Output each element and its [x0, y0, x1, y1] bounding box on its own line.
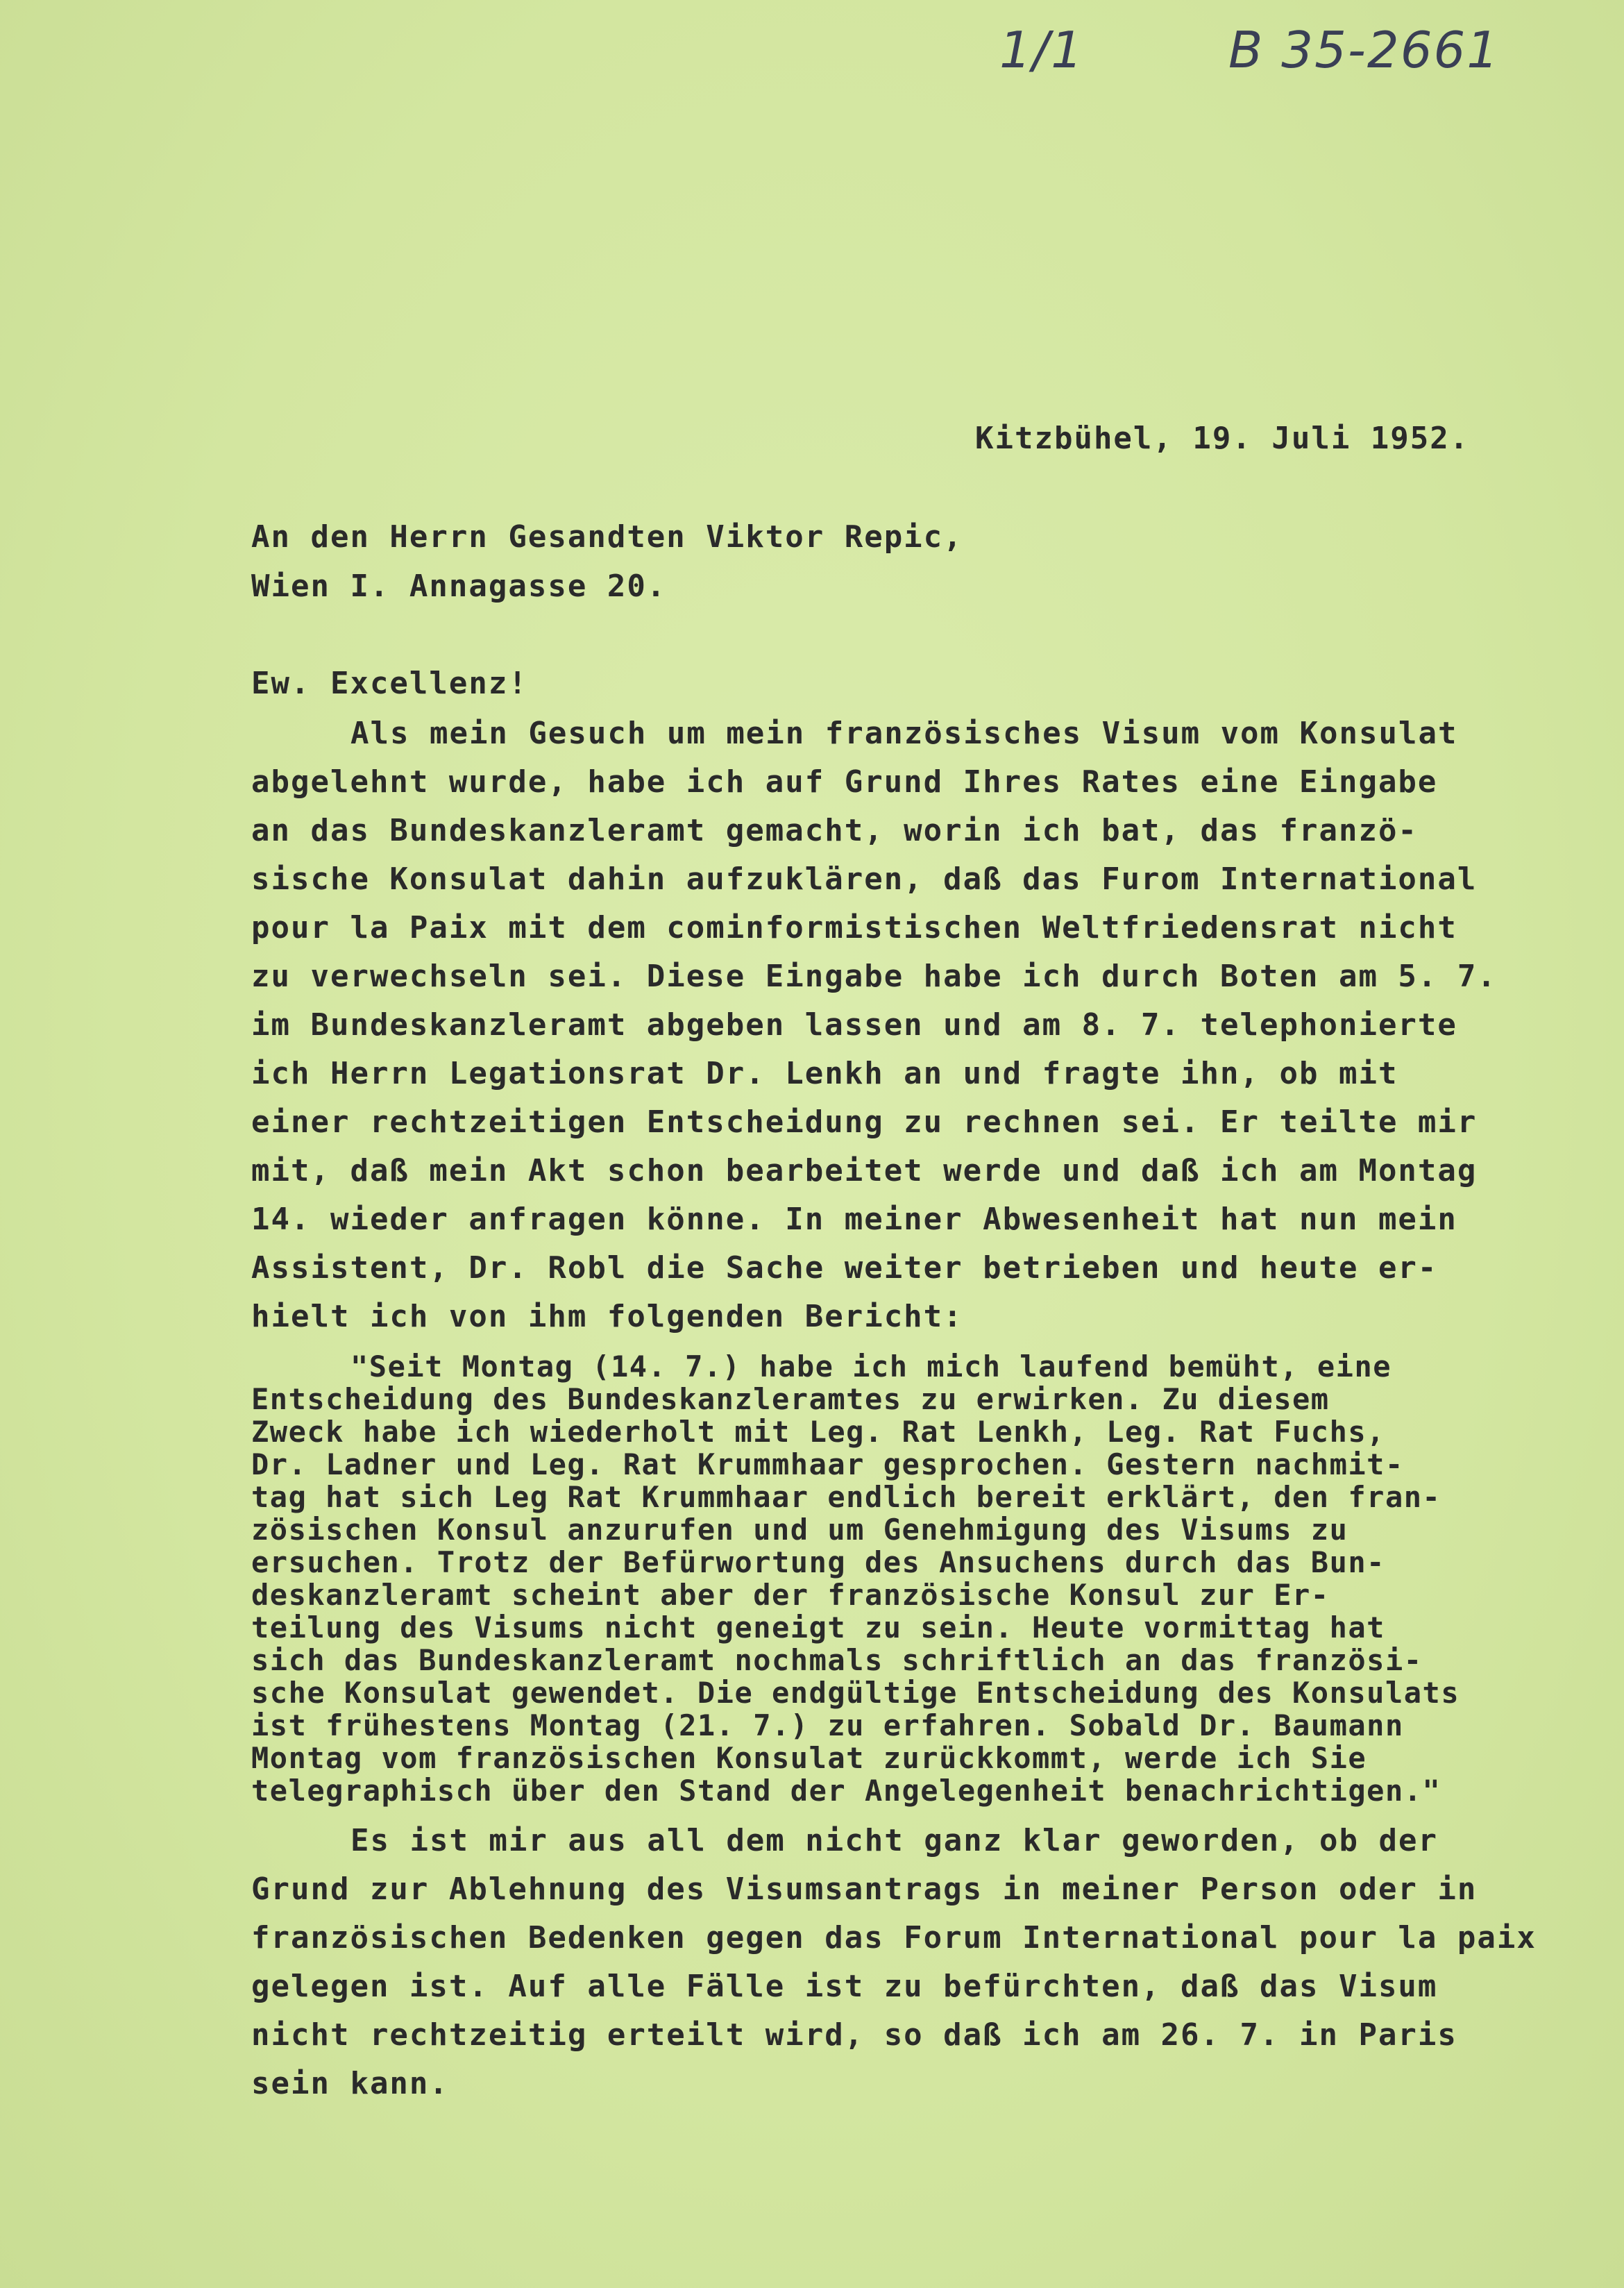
text-line: einer rechtzeitigen Entscheidung zu rechnen sei. Er teilte mir: [251, 1104, 1478, 1140]
text-line: Es ist mir aus all dem nicht ganz klar geworden, ob der: [350, 1823, 1438, 1858]
handwritten-page-mark: 1/1: [999, 21, 1084, 79]
recipient-line: Wien I. Annagasse 20.: [251, 569, 667, 604]
quote-line: teilung des Visums nicht geneigt zu sein. Heute vormittag hat: [251, 1610, 1385, 1644]
text-line: nicht rechtzeitig erteilt wird, so daß ich am 26. 7. in Paris: [251, 2017, 1457, 2053]
text-line: abgelehnt wurde, habe ich auf Grund Ihres Rates eine Eingabe: [251, 764, 1438, 800]
text-line: ich Herrn Legationsrat Dr. Lenkh an und fragte ihn, ob mit: [251, 1056, 1398, 1091]
quote-line: sich das Bundeskanzleramt nochmals schriftlich an das französi-: [251, 1643, 1423, 1677]
text-line: Als mein Gesuch um mein französisches Visum vom Konsulat: [350, 716, 1458, 751]
quote-line: deskanzleramt scheint aber der französische Konsul zur Er-: [251, 1578, 1330, 1612]
text-line: mit, daß mein Akt schon bearbeitet werde und daß ich am Montag: [251, 1153, 1478, 1188]
quote-line: Dr. Ladner und Leg. Rat Krummhaar gesprochen. Gestern nachmit-: [251, 1447, 1404, 1481]
quote-line: Entscheidung des Bundeskanzleramtes zu erwirken. Zu diesem: [251, 1382, 1330, 1416]
quote-line: ist frühestens Montag (21. 7.) zu erfahren. Sobald Dr. Baumann: [251, 1708, 1404, 1742]
quote-line: tag hat sich Leg Rat Krummhaar endlich bereit erklärt, den fran-: [251, 1480, 1441, 1514]
text-line: Grund zur Ablehnung des Visumsantrags in meiner Person oder in: [251, 1871, 1478, 1907]
text-line: Assistent, Dr. Robl die Sache weiter betrieben und heute er-: [251, 1250, 1438, 1286]
text-line: sische Konsulat dahin aufzuklären, daß das Furom International: [251, 861, 1478, 897]
text-line: gelegen ist. Auf alle Fälle ist zu befürchten, daß das Visum: [251, 1969, 1438, 2004]
date-line: Kitzbühel, 19. Juli 1952.: [975, 421, 1470, 456]
text-line: französischen Bedenken gegen das Forum International pour la paix: [251, 1920, 1537, 1955]
quote-line: Montag vom französischen Konsulat zurückkommt, werde ich Sie: [251, 1741, 1367, 1775]
text-line: 14. wieder anfragen könne. In meiner Abwesenheit hat nun mein: [251, 1202, 1457, 1237]
text-line: an das Bundeskanzleramt gemacht, worin ich bat, das franzö-: [251, 813, 1418, 848]
handwritten-reference-number: B 35-2661: [1228, 21, 1500, 79]
text-line: im Bundeskanzleramt abgeben lassen und am 8. 7. telephonierte: [251, 1007, 1457, 1043]
text-line: hielt ich von ihm folgenden Bericht:: [251, 1299, 963, 1334]
text-line: zu verwechseln sei. Diese Eingabe habe ich durch Boten am 5. 7.: [251, 959, 1497, 994]
text-line: sein kann.: [251, 2066, 449, 2101]
quote-line: "Seit Montag (14. 7.) habe ich mich laufend bemüht, eine: [350, 1349, 1392, 1383]
quote-line: Zweck habe ich wiederholt mit Leg. Rat Lenkh, Leg. Rat Fuchs,: [251, 1415, 1385, 1449]
quote-line: ersuchen. Trotz der Befürwortung des Ansuchens durch das Bun-: [251, 1545, 1385, 1579]
recipient-line: An den Herrn Gesandten Viktor Repic,: [251, 519, 963, 555]
quote-line: sche Konsulat gewendet. Die endgültige Entscheidung des Konsulats: [251, 1676, 1460, 1710]
bleed-through-text: [28, 208, 1596, 338]
quote-line: telegraphisch über den Stand der Angelegenheit benachrichtigen.": [251, 1774, 1441, 1808]
text-line: pour la Paix mit dem cominformistischen Weltfriedensrat nicht: [251, 910, 1457, 945]
salutation: Ew. Excellenz!: [251, 666, 528, 701]
quote-line: zösischen Konsul anzurufen und um Genehmigung des Visums zu: [251, 1513, 1348, 1547]
